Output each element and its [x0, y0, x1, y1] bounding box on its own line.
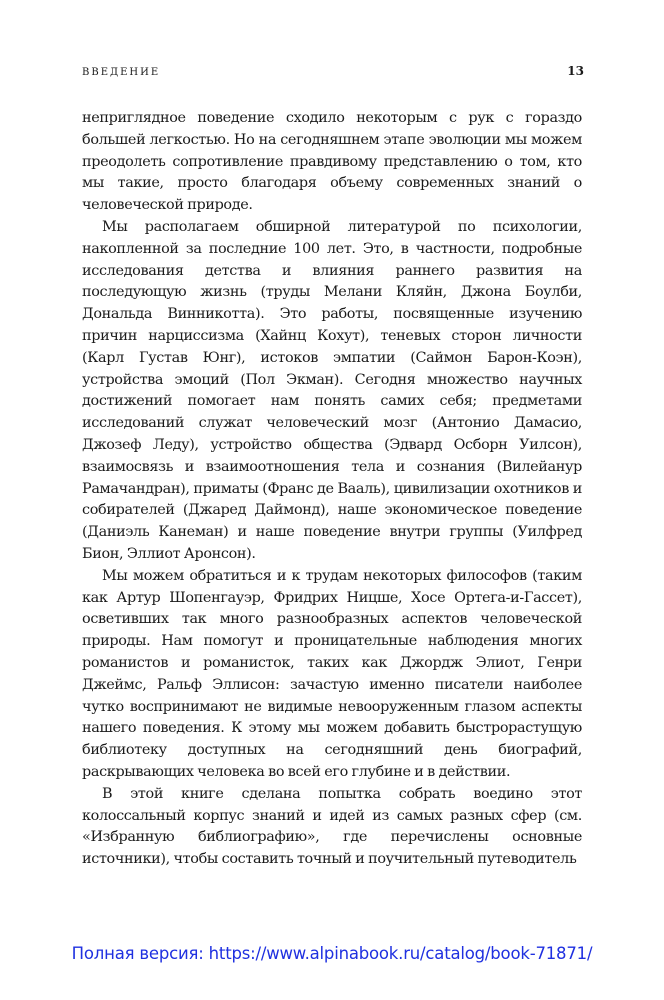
paragraph-continuation: неприглядное поведение сходило некоторым с рук с гораздо большей легкостью. Но на сегодняшнем этапе эволюции мы можем преодолеть сопротивление правдивому представлению о том, кто мы такие, просто благодаря объему современных знаний о человеческой природе. [82, 110, 582, 214]
full-version-link[interactable]: Полная версия: https://www.alpinabook.ru/catalog/book-71871/ [71, 944, 593, 963]
page-header [82, 64, 584, 84]
paragraph-book-purpose: В этой книге сделана попытка собрать воедино этот колоссальный корпус знаний и идей из самых разных сфер (см. «Избранную библиографию», где перечислены основные источники), чтобы составить точный и поучительный путеводитель [82, 785, 582, 868]
page-number: 13 [567, 64, 584, 78]
running-head: ВВЕДЕНИЕ [82, 67, 161, 78]
body-text [82, 108, 582, 871]
paragraph-philosophers: Мы можем обратиться и к трудам некоторых философов (таким как Артур Шопенгауэр, Фридрих Ницше, Хосе Ортега-и-Гассет), осветивших так много разнообразных аспектов человеческой природы. Нам помогут и проницательные наблюдения многих романистов и романисток, таких как Джордж Элиот, Генри Джеймс, Ральф Эллисон: зачастую именно писатели наиболее чутко воспринимают не видимые невооруженным глазом аспекты нашего поведения. К этому мы можем добавить быстрорастущую библиотеку доступных на сегодняшний день биографий, раскрывающих человека во всей его глубине и в действии. [82, 567, 582, 780]
paragraph-psychology-literature: Мы располагаем обширной литературой по психологии, накопленной за последние 100 лет. Это, в частности, подробные исследования детства и влияния раннего развития на последующую жизнь (труды Мелани Кляйн, Джона Боулби, Дональда Винникотта). Это работы, посвященные изучению причин нарциссизма (Хайнц Кохут), теневых сторон личности (Карл Густав Юнг), истоков эмпатии (Саймон Барон-Коэн), устройства эмоций (Пол Экман). Сегодня множество научных достижений помогает нам понять самих себя; предметами исследований служат человеческий мозг (Антонио Дамасио, Джозеф Леду), устройство общества (Эдвард Осборн Уилсон), взаимосвязь и взаимоотношения тела и сознания (Вилейанур Рамачандран), приматы (Франс де Вааль), цивилизации охотников и собирателей (Джаред Даймонд), наше экономическое поведение (Даниэль Канеман) и наше поведение внутри группы (Уилфред Бион, Эллиот Аронсон). [82, 218, 582, 562]
